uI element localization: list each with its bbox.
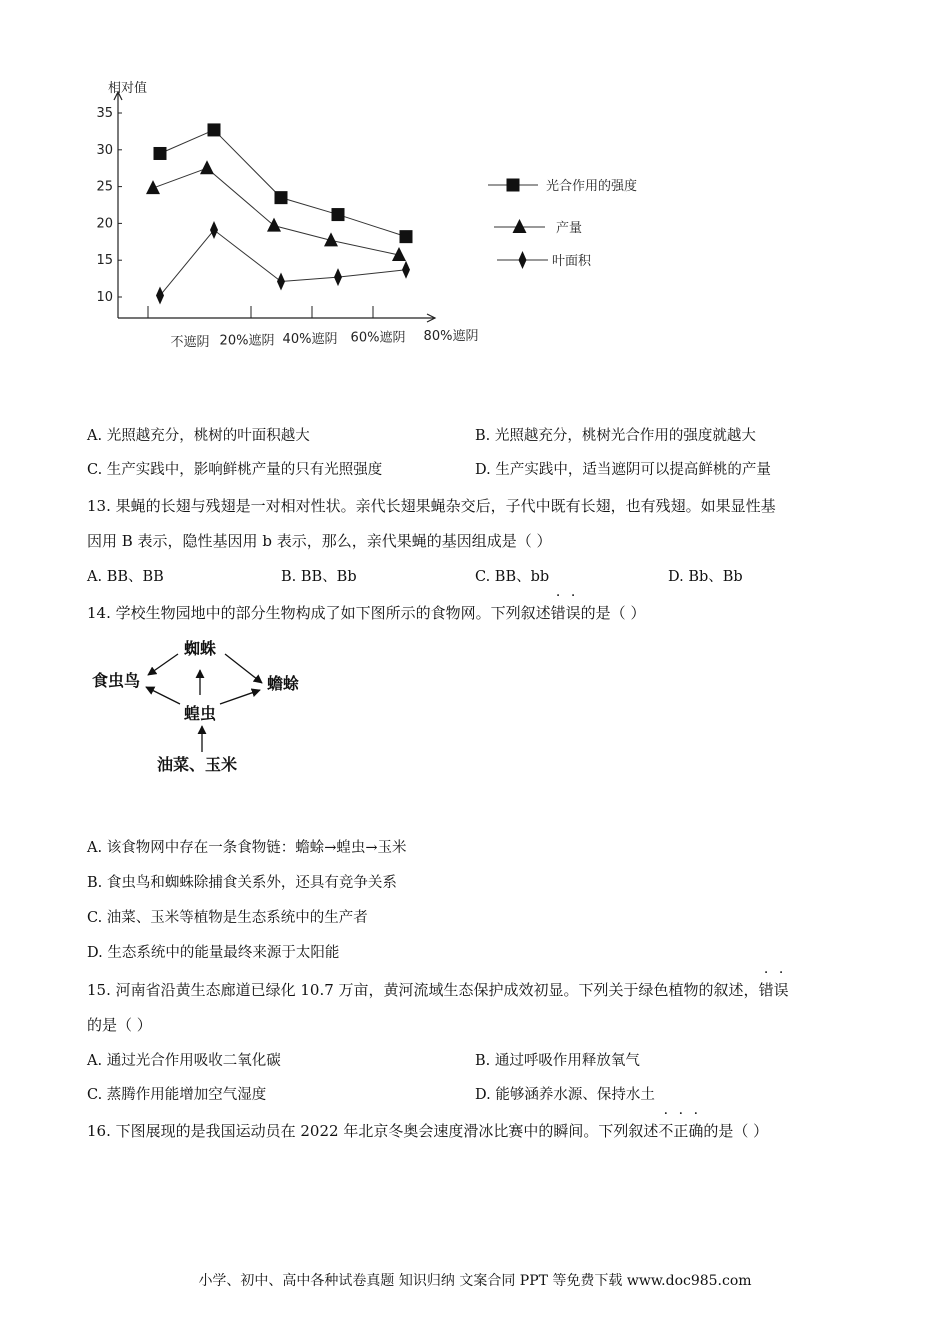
- emphasis-char: 误: [565, 604, 581, 622]
- data-point: [208, 123, 221, 136]
- data-point: [334, 268, 342, 286]
- data-point: [146, 180, 160, 194]
- q12-option-c: C. 生产实践中，影响鲜桃产量的只有光照强度: [87, 462, 383, 478]
- chart-series: [146, 123, 413, 304]
- q14-option-c: C. 油菜、玉米等植物是生态系统中的生产者: [87, 910, 368, 926]
- q13-stem-line2: 因用 B 表示，隐性基因用 b 表示，那么，亲代果蝇的基因组成是（ ）: [87, 532, 552, 550]
- q13-option-d: D. Bb、Bb: [668, 569, 743, 585]
- y-tick-label: 30: [96, 142, 113, 158]
- data-point: [332, 208, 345, 221]
- emphasis-char: 确: [688, 1122, 704, 1140]
- food-web-diagram: [80, 630, 340, 780]
- legend-label: 叶面积: [552, 254, 592, 269]
- x-tick-label: 40%遮阴: [282, 332, 338, 347]
- legend-label: 产量: [556, 221, 583, 236]
- data-point: [210, 221, 218, 239]
- data-point: [400, 230, 413, 243]
- arrow-locust-to-bird: [146, 687, 180, 704]
- y-tick-label: 35: [96, 106, 113, 121]
- x-tick-label: 60%遮阴: [350, 330, 406, 346]
- data-point: [200, 160, 214, 174]
- legend-marker: [507, 179, 520, 192]
- x-tick-label: 80%遮阴: [423, 329, 479, 344]
- node-spider: 蜘蛛: [183, 639, 217, 658]
- emphasis-char: 错: [550, 604, 566, 622]
- arrow-spider-to-bird: [148, 654, 178, 675]
- q14-stem: [87, 603, 645, 623]
- line-chart: [0, 0, 950, 380]
- node-locust: 蝗虫: [183, 704, 217, 723]
- q12-option-a: A. 光照越充分，桃树的叶面积越大: [87, 428, 310, 444]
- x-tick-label: 20%遮阴: [219, 333, 275, 349]
- q13-option-b: B. BB、Bb: [281, 569, 357, 585]
- q15-stem-pre: 15. 河南省沿黄生态廊道已绿化 10.7 万亩，黄河流域生态保护成效初显。下列关于绿色植物的叙述，: [87, 981, 759, 999]
- legend-marker: [513, 219, 527, 233]
- q13-option-c: C. BB、bb: [475, 569, 550, 585]
- arrow-locust-to-toad: [220, 690, 260, 704]
- q15-option-a: A. 通过光合作用吸收二氧化碳: [87, 1053, 281, 1069]
- series-line: [153, 168, 399, 255]
- q13-option-a: A. BB、BB: [87, 569, 164, 585]
- page-footer: 小学、初中、高中各种试卷真题 知识归纳 文案合同 PPT 等免费下载 www.doc985.com: [198, 1273, 752, 1289]
- q15-option-c: C. 蒸腾作用能增加空气湿度: [87, 1087, 267, 1103]
- emphasis-char: 不: [658, 1122, 674, 1140]
- arrow-spider-to-toad: [225, 654, 262, 683]
- y-axis-label: 相对值: [108, 81, 148, 96]
- legend-label: 光合作用的强度: [546, 179, 638, 194]
- emphasis-char: 误: [773, 981, 789, 999]
- data-point: [275, 191, 288, 204]
- emphasis-char: 错: [758, 981, 774, 999]
- q16-stem-post: 的是（ ）: [703, 1122, 769, 1140]
- data-point: [156, 287, 164, 305]
- q14-option-d: D. 生态系统中的能量最终来源于太阳能: [87, 945, 340, 961]
- y-tick-label: 25: [96, 179, 113, 195]
- q15-stem-line1: [87, 980, 789, 1000]
- data-point: [154, 147, 167, 160]
- y-tick-label: 20: [96, 216, 113, 232]
- legend-marker: [519, 251, 527, 269]
- node-insectivorous-bird: 食虫鸟: [91, 671, 141, 690]
- node-toad: 蟾蜍: [266, 674, 300, 693]
- q14-stem-pre: 14. 学校生物园地中的部分生物构成了如下图所示的食物网。下列叙述: [87, 604, 551, 622]
- y-tick-label: 15: [96, 253, 113, 269]
- data-point: [277, 273, 285, 291]
- q12-option-d: D. 生产实践中，适当遮阴可以提高鲜桃的产量: [475, 462, 771, 478]
- emphasis-char: 正: [673, 1122, 689, 1140]
- q15-option-b: B. 通过呼吸作用释放氧气: [475, 1053, 640, 1069]
- q16-stem-pre: 16. 下图展现的是我国运动员在 2022 年北京冬奥会速度滑冰比赛中的瞬间。下列叙述: [87, 1122, 659, 1140]
- y-tick-label: 10: [96, 290, 113, 305]
- q14-option-b: B. 食虫鸟和蜘蛛除捕食关系外，还具有竞争关系: [87, 875, 397, 891]
- data-point: [267, 218, 281, 232]
- chart-axes: [96, 80, 478, 350]
- chart-legend: [488, 178, 637, 269]
- q12-option-b: B. 光照越充分，桃树光合作用的强度就越大: [475, 428, 756, 444]
- q15-option-d: D. 能够涵养水源、保持水土: [475, 1087, 655, 1103]
- x-tick-label: 不遮阴: [170, 335, 210, 350]
- q14-option-a: A. 该食物网中存在一条食物链：蟾蜍→蝗虫→玉米: [87, 840, 407, 856]
- q14-stem-post: 的是（ ）: [580, 604, 646, 622]
- q16-stem: [87, 1121, 768, 1141]
- series-line: [160, 130, 406, 237]
- data-point: [402, 261, 410, 279]
- q15-stem-line2: 的是（ ）: [87, 1016, 152, 1034]
- node-plants: 油菜、玉米: [156, 755, 238, 774]
- q13-stem-line1: 13. 果蝇的长翅与残翅是一对相对性状。亲代长翅果蝇杂交后，子代中既有长翅，也有残翅。如果显性基: [87, 497, 776, 515]
